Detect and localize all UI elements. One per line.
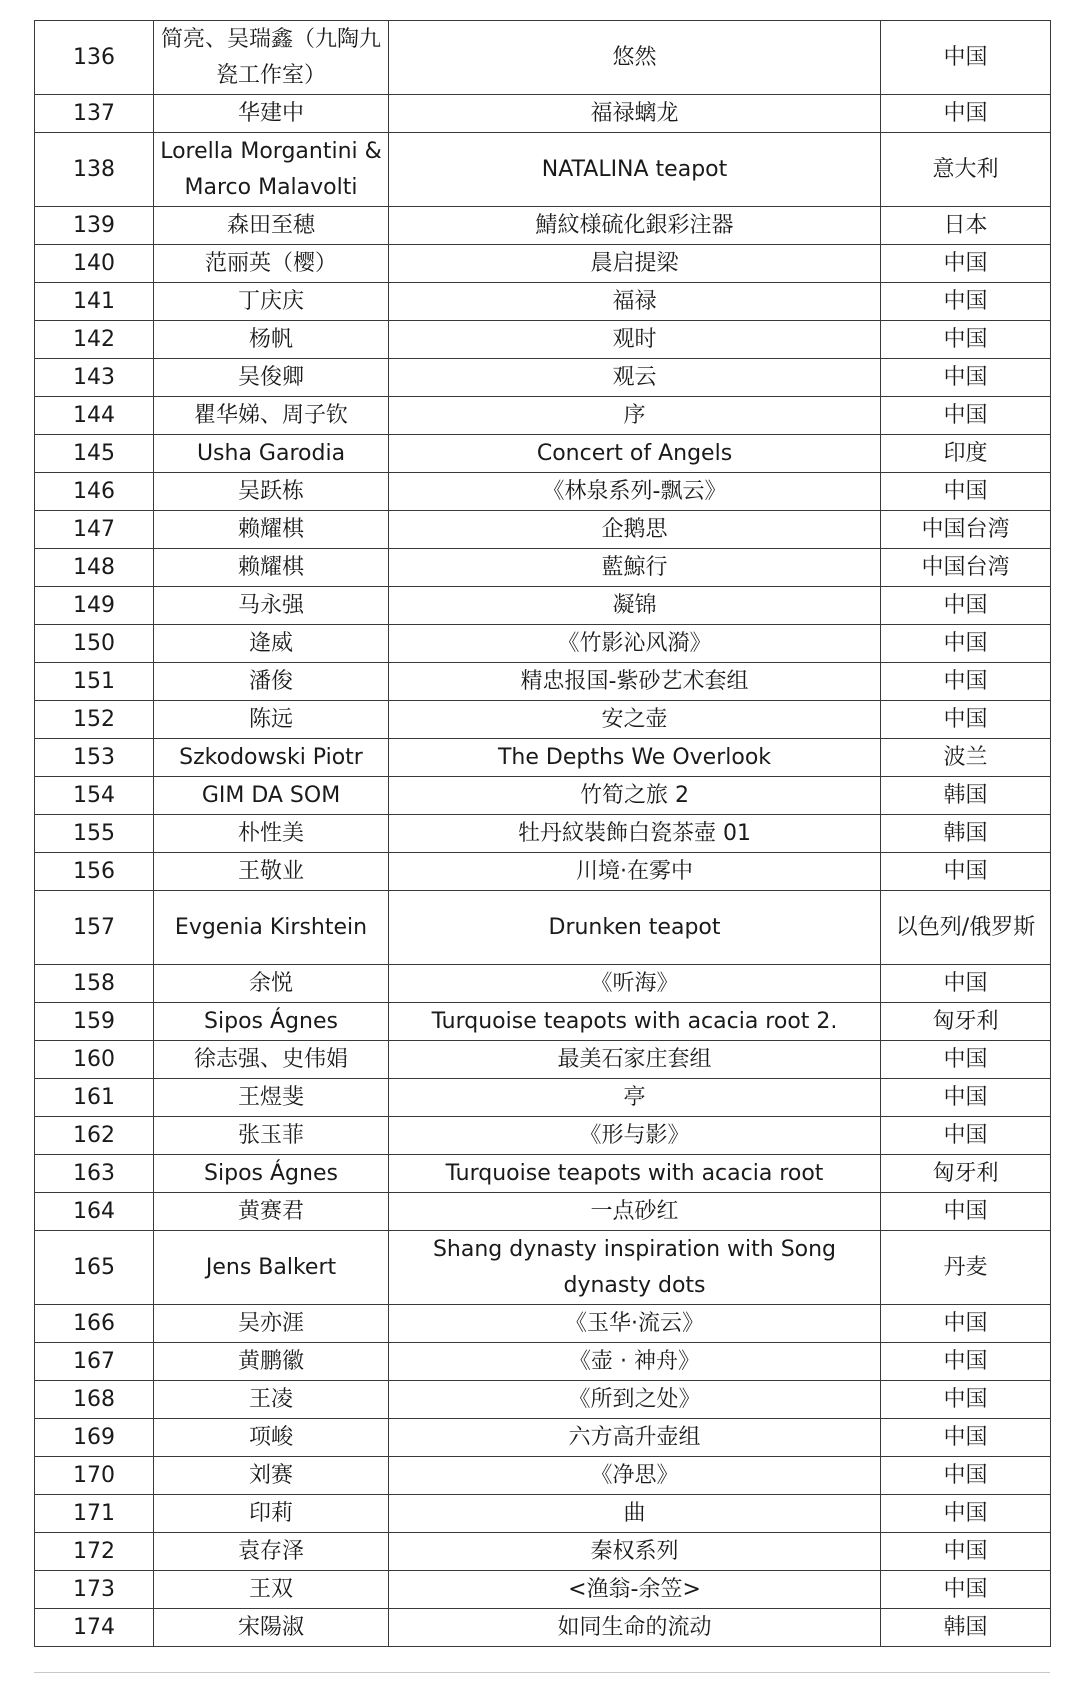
- country-cell: 中国: [881, 1533, 1051, 1571]
- country-cell: 中国: [881, 95, 1051, 133]
- work-title-cell: 《形与影》: [389, 1117, 881, 1155]
- artist-cell: 丁庆庆: [154, 283, 389, 321]
- table-row: [35, 1609, 1051, 1647]
- entry-number-cell: 162: [35, 1117, 154, 1155]
- country-cell: 中国: [881, 853, 1051, 891]
- country-cell: 中国: [881, 1193, 1051, 1231]
- entry-number-cell: 152: [35, 701, 154, 739]
- work-title-cell: 观时: [389, 321, 881, 359]
- artist-cell: 刘赛: [154, 1457, 389, 1495]
- entry-number-cell: 148: [35, 549, 154, 587]
- entries-table: [34, 20, 1051, 1647]
- artist-cell: 黄赛君: [154, 1193, 389, 1231]
- country-cell: 中国: [881, 397, 1051, 435]
- table-row: [35, 965, 1051, 1003]
- country-cell: 印度: [881, 435, 1051, 473]
- artist-cell: Szkodowski Piotr: [154, 739, 389, 777]
- table-row: [35, 1231, 1051, 1305]
- table-row: [35, 511, 1051, 549]
- country-cell: 中国台湾: [881, 511, 1051, 549]
- work-title-cell: 藍鯨行: [389, 549, 881, 587]
- work-title-cell: 《净思》: [389, 1457, 881, 1495]
- entries-table-body: [35, 21, 1051, 1647]
- work-title-cell: 竹筍之旅 2: [389, 777, 881, 815]
- work-title-cell: 六方高升壶组: [389, 1419, 881, 1457]
- table-row: [35, 359, 1051, 397]
- artist-cell: 袁存泽: [154, 1533, 389, 1571]
- work-title-cell: 《听海》: [389, 965, 881, 1003]
- country-cell: 中国: [881, 625, 1051, 663]
- artist-cell: 瞿华娣、周子钦: [154, 397, 389, 435]
- artist-cell: 逄威: [154, 625, 389, 663]
- country-cell: 中国: [881, 1079, 1051, 1117]
- work-title-cell: 悠然: [389, 21, 881, 95]
- artist-cell: 潘俊: [154, 663, 389, 701]
- country-cell: 中国: [881, 1381, 1051, 1419]
- country-cell: 中国: [881, 965, 1051, 1003]
- entry-number-cell: 137: [35, 95, 154, 133]
- entry-number-cell: 149: [35, 587, 154, 625]
- table-row: [35, 207, 1051, 245]
- entry-number-cell: 163: [35, 1155, 154, 1193]
- work-title-cell: Drunken teapot: [389, 891, 881, 965]
- country-cell: 中国: [881, 283, 1051, 321]
- country-cell: 中国: [881, 587, 1051, 625]
- entry-number-cell: 174: [35, 1609, 154, 1647]
- table-row: [35, 473, 1051, 511]
- entry-number-cell: 172: [35, 1533, 154, 1571]
- entry-number-cell: 140: [35, 245, 154, 283]
- entry-number-cell: 138: [35, 133, 154, 207]
- country-cell: 中国: [881, 1041, 1051, 1079]
- work-title-cell: 亭: [389, 1079, 881, 1117]
- country-cell: 日本: [881, 207, 1051, 245]
- artist-cell: GIM DA SOM: [154, 777, 389, 815]
- table-row: [35, 1571, 1051, 1609]
- country-cell: 中国: [881, 21, 1051, 95]
- country-cell: 意大利: [881, 133, 1051, 207]
- work-title-cell: 《壶 · 神舟》: [389, 1343, 881, 1381]
- artist-cell: 赖耀棋: [154, 511, 389, 549]
- artist-cell: 印莉: [154, 1495, 389, 1533]
- entry-number-cell: 170: [35, 1457, 154, 1495]
- entry-number-cell: 145: [35, 435, 154, 473]
- table-row: [35, 1495, 1051, 1533]
- work-title-cell: <渔翁-余笠>: [389, 1571, 881, 1609]
- entries-sheet: [34, 20, 1050, 1647]
- artist-cell: Lorella Morgantini & Marco Malavolti: [154, 133, 389, 207]
- entry-number-cell: 136: [35, 21, 154, 95]
- entry-number-cell: 144: [35, 397, 154, 435]
- artist-cell: 陈远: [154, 701, 389, 739]
- country-cell: 以色列/俄罗斯: [881, 891, 1051, 965]
- table-row: [35, 701, 1051, 739]
- entry-number-cell: 158: [35, 965, 154, 1003]
- work-title-cell: 《所到之处》: [389, 1381, 881, 1419]
- country-cell: 波兰: [881, 739, 1051, 777]
- country-cell: 匈牙利: [881, 1155, 1051, 1193]
- entry-number-cell: 156: [35, 853, 154, 891]
- work-title-cell: NATALINA teapot: [389, 133, 881, 207]
- artist-cell: 吴俊卿: [154, 359, 389, 397]
- work-title-cell: 福禄螭龙: [389, 95, 881, 133]
- work-title-cell: 鯖紋様硫化銀彩注器: [389, 207, 881, 245]
- entry-number-cell: 141: [35, 283, 154, 321]
- entry-number-cell: 159: [35, 1003, 154, 1041]
- artist-cell: 徐志强、史伟娟: [154, 1041, 389, 1079]
- country-cell: 韩国: [881, 1609, 1051, 1647]
- work-title-cell: 安之壶: [389, 701, 881, 739]
- entry-number-cell: 154: [35, 777, 154, 815]
- table-row: [35, 549, 1051, 587]
- artist-cell: 华建中: [154, 95, 389, 133]
- work-title-cell: 观云: [389, 359, 881, 397]
- artist-cell: 森田至穂: [154, 207, 389, 245]
- table-row: [35, 1155, 1051, 1193]
- table-row: [35, 435, 1051, 473]
- country-cell: 韩国: [881, 777, 1051, 815]
- table-row: [35, 397, 1051, 435]
- country-cell: 中国: [881, 1117, 1051, 1155]
- artist-cell: 黄鹏徽: [154, 1343, 389, 1381]
- table-row: [35, 1041, 1051, 1079]
- entry-number-cell: 147: [35, 511, 154, 549]
- country-cell: 韩国: [881, 815, 1051, 853]
- artist-cell: 朴性美: [154, 815, 389, 853]
- table-row: [35, 1003, 1051, 1041]
- work-title-cell: 如同生命的流动: [389, 1609, 881, 1647]
- work-title-cell: Concert of Angels: [389, 435, 881, 473]
- country-cell: 中国: [881, 473, 1051, 511]
- artist-cell: 赖耀棋: [154, 549, 389, 587]
- table-row: [35, 663, 1051, 701]
- work-title-cell: 川境·在雾中: [389, 853, 881, 891]
- table-row: [35, 891, 1051, 965]
- country-cell: 中国: [881, 1457, 1051, 1495]
- artist-cell: Sipos Ágnes: [154, 1003, 389, 1041]
- country-cell: 中国: [881, 1419, 1051, 1457]
- country-cell: 中国: [881, 359, 1051, 397]
- work-title-cell: 企鹅思: [389, 511, 881, 549]
- work-title-cell: 序: [389, 397, 881, 435]
- artist-cell: 吴跃栋: [154, 473, 389, 511]
- table-row: [35, 625, 1051, 663]
- country-cell: 中国: [881, 1495, 1051, 1533]
- artist-cell: 王煜斐: [154, 1079, 389, 1117]
- entry-number-cell: 161: [35, 1079, 154, 1117]
- work-title-cell: 牡丹紋裝飾白瓷茶壺 01: [389, 815, 881, 853]
- artist-cell: Sipos Ágnes: [154, 1155, 389, 1193]
- artist-cell: Jens Balkert: [154, 1231, 389, 1305]
- table-row: [35, 1305, 1051, 1343]
- artist-cell: 简亮、吴瑞鑫（九陶九瓷工作室）: [154, 21, 389, 95]
- entry-number-cell: 165: [35, 1231, 154, 1305]
- table-row: [35, 1079, 1051, 1117]
- country-cell: 中国: [881, 1305, 1051, 1343]
- table-row: [35, 1533, 1051, 1571]
- country-cell: 匈牙利: [881, 1003, 1051, 1041]
- country-cell: 中国: [881, 321, 1051, 359]
- work-title-cell: 一点砂红: [389, 1193, 881, 1231]
- artist-cell: Usha Garodia: [154, 435, 389, 473]
- artist-cell: 余悦: [154, 965, 389, 1003]
- table-row: [35, 283, 1051, 321]
- country-cell: 中国台湾: [881, 549, 1051, 587]
- artist-cell: 王凌: [154, 1381, 389, 1419]
- entry-number-cell: 146: [35, 473, 154, 511]
- table-row: [35, 1419, 1051, 1457]
- entry-number-cell: 160: [35, 1041, 154, 1079]
- artist-cell: 吴亦涯: [154, 1305, 389, 1343]
- entry-number-cell: 164: [35, 1193, 154, 1231]
- work-title-cell: The Depths We Overlook: [389, 739, 881, 777]
- work-title-cell: 精忠报国-紫砂艺术套组: [389, 663, 881, 701]
- table-row: [35, 1343, 1051, 1381]
- entry-number-cell: 155: [35, 815, 154, 853]
- table-row: [35, 1457, 1051, 1495]
- work-title-cell: Turquoise teapots with acacia root 2.: [389, 1003, 881, 1041]
- work-title-cell: 《竹影沁风漪》: [389, 625, 881, 663]
- work-title-cell: 《林泉系列-飘云》: [389, 473, 881, 511]
- country-cell: 中国: [881, 663, 1051, 701]
- work-title-cell: 晨启提梁: [389, 245, 881, 283]
- entry-number-cell: 143: [35, 359, 154, 397]
- artist-cell: 范丽英（樱）: [154, 245, 389, 283]
- entry-number-cell: 167: [35, 1343, 154, 1381]
- work-title-cell: 福禄: [389, 283, 881, 321]
- table-row: [35, 1381, 1051, 1419]
- work-title-cell: 《玉华·流云》: [389, 1305, 881, 1343]
- table-row: [35, 321, 1051, 359]
- work-title-cell: 凝锦: [389, 587, 881, 625]
- entry-number-cell: 171: [35, 1495, 154, 1533]
- table-row: [35, 245, 1051, 283]
- work-title-cell: 最美石家庄套组: [389, 1041, 881, 1079]
- entry-number-cell: 142: [35, 321, 154, 359]
- work-title-cell: Shang dynasty inspiration with Song dynasty dots: [389, 1231, 881, 1305]
- table-row: [35, 21, 1051, 95]
- page-bottom-rule: [34, 1672, 1050, 1673]
- table-row: [35, 1193, 1051, 1231]
- entry-number-cell: 173: [35, 1571, 154, 1609]
- work-title-cell: Turquoise teapots with acacia root: [389, 1155, 881, 1193]
- artist-cell: 项峻: [154, 1419, 389, 1457]
- artist-cell: 马永强: [154, 587, 389, 625]
- artist-cell: Evgenia Kirshtein: [154, 891, 389, 965]
- country-cell: 中国: [881, 245, 1051, 283]
- entry-number-cell: 153: [35, 739, 154, 777]
- table-row: [35, 739, 1051, 777]
- table-row: [35, 777, 1051, 815]
- table-row: [35, 587, 1051, 625]
- artist-cell: 张玉菲: [154, 1117, 389, 1155]
- entry-number-cell: 169: [35, 1419, 154, 1457]
- artist-cell: 王双: [154, 1571, 389, 1609]
- work-title-cell: 秦权系列: [389, 1533, 881, 1571]
- entry-number-cell: 151: [35, 663, 154, 701]
- entry-number-cell: 168: [35, 1381, 154, 1419]
- table-row: [35, 1117, 1051, 1155]
- work-title-cell: 曲: [389, 1495, 881, 1533]
- country-cell: 中国: [881, 1571, 1051, 1609]
- entry-number-cell: 139: [35, 207, 154, 245]
- entry-number-cell: 157: [35, 891, 154, 965]
- artist-cell: 杨帆: [154, 321, 389, 359]
- table-row: [35, 815, 1051, 853]
- table-row: [35, 853, 1051, 891]
- artist-cell: 宋陽淑: [154, 1609, 389, 1647]
- table-row: [35, 95, 1051, 133]
- country-cell: 中国: [881, 1343, 1051, 1381]
- entry-number-cell: 150: [35, 625, 154, 663]
- table-row: [35, 133, 1051, 207]
- country-cell: 中国: [881, 701, 1051, 739]
- country-cell: 丹麦: [881, 1231, 1051, 1305]
- artist-cell: 王敬业: [154, 853, 389, 891]
- entry-number-cell: 166: [35, 1305, 154, 1343]
